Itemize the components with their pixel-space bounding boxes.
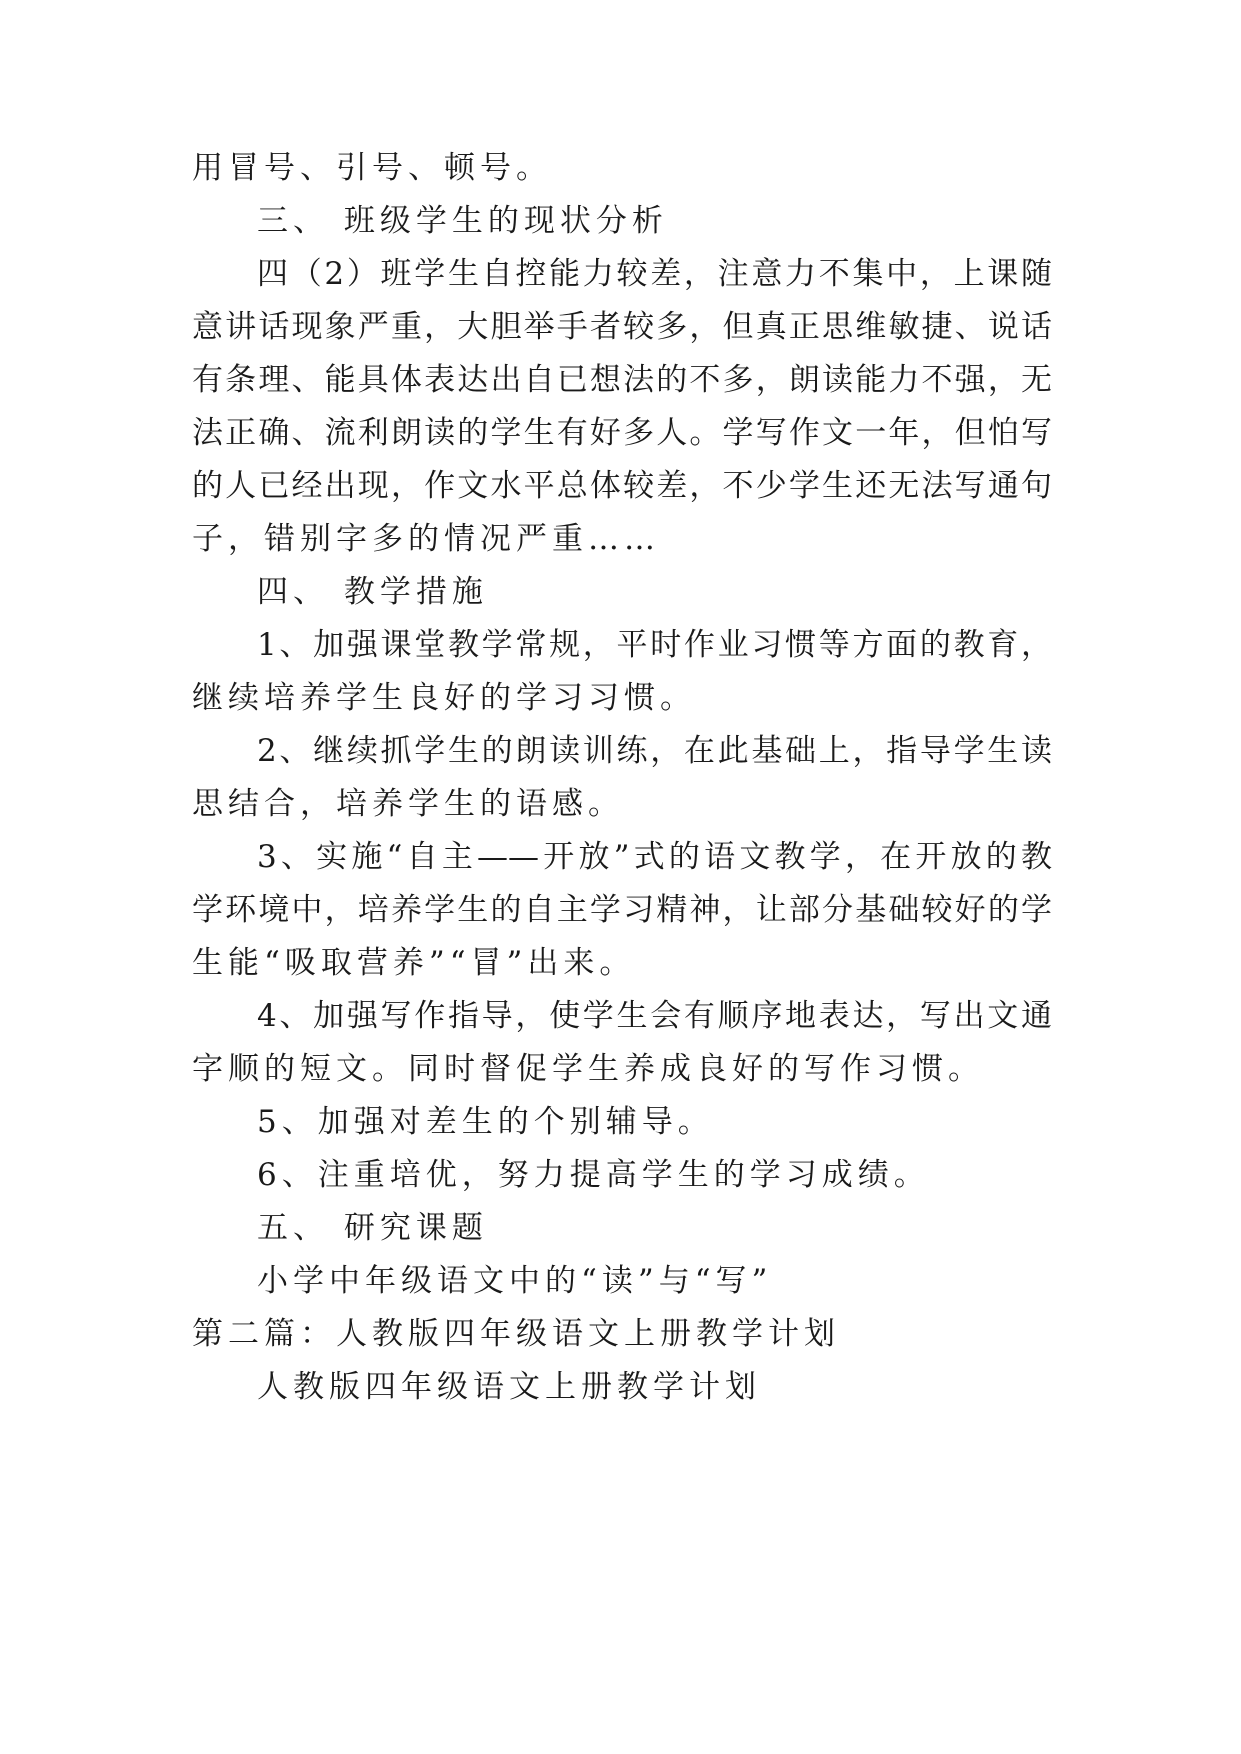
text-line: 字顺的短文。同时督促学生养成良好的写作习惯。 (192, 1051, 984, 1087)
section-heading: 四、 教学措施 (257, 574, 488, 610)
text-line: 的人已经出现，作文水平总体较差，不少学生还无法写通句 (192, 468, 1052, 504)
text-line: 四（2）班学生自控能力较差，注意力不集中，上课随 (257, 256, 1052, 292)
document-title: 人教版四年级语文上册教学计划 (257, 1369, 761, 1405)
section-heading: 五、 研究课题 (257, 1210, 488, 1246)
text-line: 子，错别字多的情况严重…… (192, 521, 660, 557)
text-line: 5、加强对差生的个别辅导。 (257, 1104, 714, 1140)
chapter-heading: 第二篇：人教版四年级语文上册教学计划 (192, 1316, 840, 1352)
text-line: 思结合，培养学生的语感。 (192, 786, 624, 822)
text-line: 生能“吸取营养”“冒”出来。 (192, 945, 636, 981)
text-line: 继续培养学生良好的学习习惯。 (192, 680, 696, 716)
text-line: 用冒号、引号、顿号。 (192, 150, 552, 186)
text-line: 学环境中，培养学生的自主学习精神，让部分基础较好的学 (192, 892, 1052, 928)
section-heading: 三、 班级学生的现状分析 (257, 203, 668, 239)
text-line: 2、继续抓学生的朗读训练，在此基础上，指导学生读 (257, 733, 1052, 769)
text-line: 小学中年级语文中的“读”与“写” (257, 1263, 773, 1299)
text-line: 6、注重培优，努力提高学生的学习成绩。 (257, 1157, 930, 1193)
text-line: 有条理、能具体表达出自已想法的不多，朗读能力不强，无 (192, 362, 1052, 398)
text-line: 4、加强写作指导，使学生会有顺序地表达，写出文通 (257, 998, 1052, 1034)
text-line: 3、实施“自主——开放”式的语文教学，在开放的教 (257, 839, 1052, 875)
text-line: 法正确、流利朗读的学生有好多人。学写作文一年，但怕写 (192, 415, 1052, 451)
text-line: 意讲话现象严重，大胆举手者较多，但真正思维敏捷、说话 (192, 309, 1052, 345)
text-line: 1、加强课堂教学常规，平时作业习惯等方面的教育， (257, 627, 1052, 663)
